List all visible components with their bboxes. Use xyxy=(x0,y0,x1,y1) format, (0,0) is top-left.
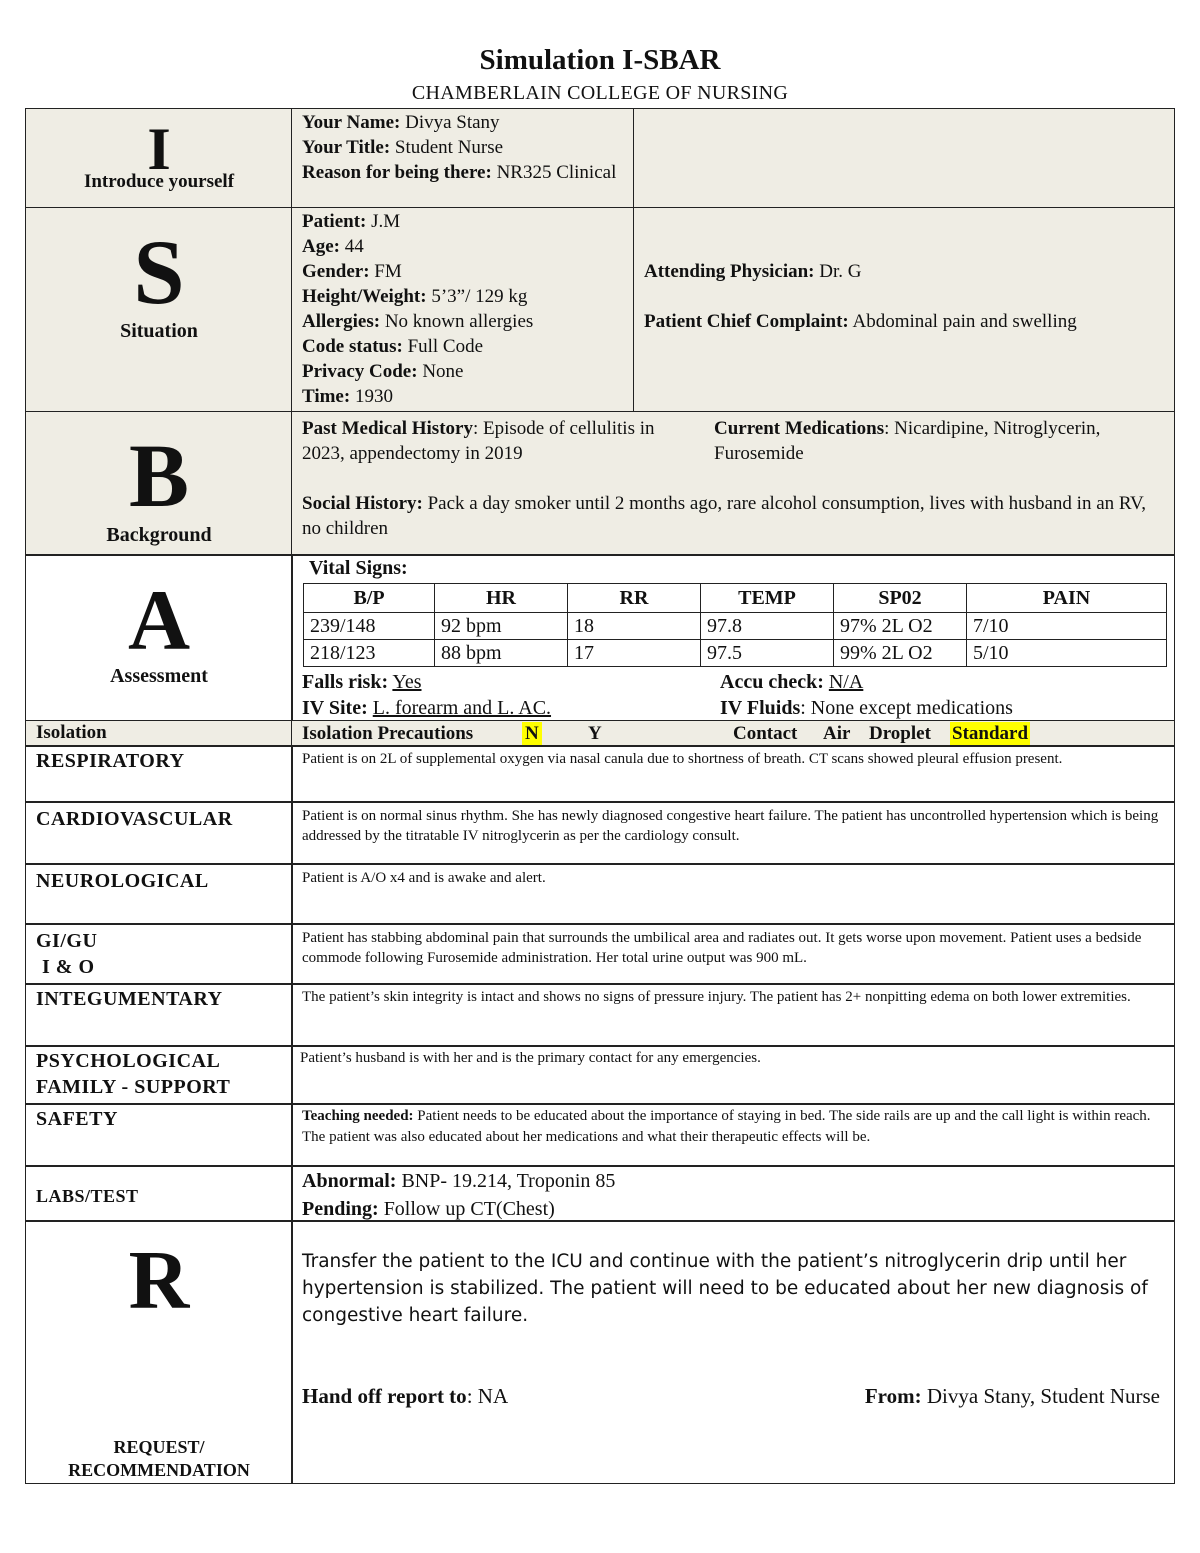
vitals-cell: 218/123 xyxy=(304,640,435,667)
isolation-standard-option: Standard xyxy=(952,723,1029,744)
situation-physician-cell xyxy=(633,207,1175,413)
reason-label: Reason for being there: xyxy=(302,162,492,183)
vitals-cell: 88 bpm xyxy=(435,640,568,667)
pending-label: Pending: xyxy=(302,1198,379,1220)
recommendation-text: Transfer the patient to the ICU and continue with the patient’s nitroglycerin drip until her hypertension is stabilized. The patient will need to be educated about her new diagnosis of congestive heart failure. xyxy=(302,1251,1148,1326)
integumentary-notes: The patient’s skin integrity is intact and shows no signs of pressure injury. The patient has 2+ nonpitting edema on both lower extremities. xyxy=(302,989,1131,1005)
age-label: Age: xyxy=(302,236,340,257)
safety-notes-cell xyxy=(291,1103,1175,1167)
integumentary-label: INTEGUMENTARY xyxy=(36,988,223,1010)
background-letter-cell xyxy=(25,411,293,556)
time-value: 1930 xyxy=(354,386,393,407)
cardiovascular-label: CARDIOVASCULAR xyxy=(36,808,233,830)
assessment-caption: Assessment xyxy=(110,665,208,687)
letter-b: B xyxy=(128,427,190,526)
neurological-notes: Patient is A/O x4 and is awake and alert. xyxy=(302,870,546,886)
background-info-cell xyxy=(291,411,1175,556)
falls-risk-label: Falls risk: xyxy=(302,671,389,693)
college-name: CHAMBERLAIN COLLEGE OF NURSING xyxy=(411,82,789,104)
social-history-label: Social History: xyxy=(302,493,423,514)
neurological-label-cell xyxy=(25,863,293,925)
handoff-label: Hand off report to xyxy=(302,1384,467,1408)
iv-fluids-value: : None except medications xyxy=(800,697,1013,719)
from-label: From: xyxy=(864,1384,922,1408)
recommendation-letter-cell xyxy=(25,1220,293,1484)
isolation-label: Isolation xyxy=(36,722,107,743)
name-value: Divya Stany xyxy=(405,112,500,133)
abnormal-label: Abnormal: xyxy=(302,1170,397,1192)
gigu-notes-cell xyxy=(291,923,1175,985)
integumentary-label-cell xyxy=(25,983,293,1047)
psychological-label: PSYCHOLOGICAL xyxy=(36,1050,221,1072)
isolation-label-cell xyxy=(25,720,293,747)
medications-value: : Nicardipine, Nitroglycerin, Furosemide xyxy=(714,418,1101,464)
intro-empty-cell xyxy=(633,108,1175,209)
pmh-value: : Episode of cellulitis in 2023, appendectomy in 2019 xyxy=(302,418,655,464)
iv-site-label: IV Site: xyxy=(302,697,368,719)
intro-info-cell xyxy=(291,108,635,209)
vitals-cell: 7/10 xyxy=(967,613,1167,640)
from-value: Divya Stany, Student Nurse xyxy=(926,1384,1160,1408)
vitals-cell: 18 xyxy=(568,613,701,640)
recommendation-info-cell xyxy=(291,1220,1175,1484)
handoff-value: : NA xyxy=(466,1384,509,1408)
vitals-cell: 99% 2L O2 xyxy=(834,640,967,667)
situation-letter-cell xyxy=(25,207,293,413)
abnormal-value: BNP- 19.214, Troponin 85 xyxy=(401,1170,616,1192)
vitals-row xyxy=(304,640,1167,667)
isolation-air-option: Air xyxy=(823,723,851,744)
respiratory-notes: Patient is on 2L of supplemental oxygen via nasal canula due to shortness of breath. CT scans showed pleural effusion present. xyxy=(302,751,1063,767)
physician-label: Attending Physician: xyxy=(644,261,815,282)
psychological-label-cell xyxy=(25,1045,293,1105)
intro-letter-cell xyxy=(25,108,293,209)
allergies-value: No known allergies xyxy=(384,311,534,332)
safety-label: SAFETY xyxy=(36,1108,118,1130)
vitals-header-pain: PAIN xyxy=(967,584,1167,613)
recommendation-caption-1: REQUEST/ xyxy=(113,1437,205,1457)
complaint-label: Patient Chief Complaint: xyxy=(644,311,849,332)
family-support-label: FAMILY - SUPPORT xyxy=(36,1076,231,1098)
iv-fluids-label: IV Fluids xyxy=(720,697,801,719)
reason-value: NR325 Clinical xyxy=(496,162,617,183)
isolation-precautions-label: Isolation Precautions xyxy=(302,723,474,744)
recommendation-caption-2: RECOMMENDATION xyxy=(68,1460,250,1480)
pending-value: Follow up CT(Chest) xyxy=(383,1198,555,1220)
accu-check-label: Accu check: xyxy=(720,671,824,693)
safety-notes: Patient needs to be educated about the importance of staying in bed. The side rails are up and the call light is within reach. The patient was also educated about her medications and what their therapeutic effects will be. xyxy=(302,1108,1151,1145)
privacy-code-label: Privacy Code: xyxy=(302,361,418,382)
gigu-label-cell xyxy=(25,923,293,985)
gender-label: Gender: xyxy=(302,261,370,282)
vitals-cell: 5/10 xyxy=(967,640,1167,667)
title-value: Student Nurse xyxy=(394,137,504,158)
height-weight-value: 5’3”/ 129 kg xyxy=(431,286,528,307)
cardiovascular-notes: Patient is on normal sinus rhythm. She has newly diagnosed congestive heart failure. The patient has uncontrolled hypertension which is being addressed by the titratable IV nitroglycerin as per the cardiology consult. xyxy=(302,808,1159,844)
letter-r: R xyxy=(128,1234,190,1327)
cardiovascular-label-cell xyxy=(25,801,293,865)
title-label: Your Title: xyxy=(302,137,391,158)
complaint-value: Abdominal pain and swelling xyxy=(852,311,1077,332)
letter-i: I xyxy=(147,116,171,182)
privacy-code-value: None xyxy=(422,361,464,382)
psychological-notes-cell xyxy=(291,1045,1175,1105)
letter-s: S xyxy=(133,221,185,323)
vitals-cell: 97% 2L O2 xyxy=(834,613,967,640)
medications-label: Current Medications xyxy=(714,418,885,439)
cardiovascular-notes-cell xyxy=(291,801,1175,865)
teaching-needed-label: Teaching needed: xyxy=(302,1108,414,1124)
assessment-info-cell xyxy=(291,554,1175,722)
respiratory-notes-cell xyxy=(291,745,1175,803)
vitals-cell: 239/148 xyxy=(304,613,435,640)
labs-label-cell xyxy=(25,1165,293,1222)
respiratory-label-cell xyxy=(25,745,293,803)
isolation-y-option: Y xyxy=(588,723,602,744)
safety-label-cell xyxy=(25,1103,293,1167)
patient-value: J.M xyxy=(371,211,401,232)
isolation-precautions-cell xyxy=(291,720,1175,747)
vitals-cell: 92 bpm xyxy=(435,613,568,640)
height-weight-label: Height/Weight: xyxy=(302,286,427,307)
integumentary-notes-cell xyxy=(291,983,1175,1047)
time-label: Time: xyxy=(302,386,351,407)
respiratory-label: RESPIRATORY xyxy=(36,750,185,772)
psychological-notes: Patient’s husband is with her and is the primary contact for any emergencies. xyxy=(300,1050,761,1066)
situation-info-cell xyxy=(291,207,635,413)
situation-caption: Situation xyxy=(120,320,198,342)
letter-a: A xyxy=(127,572,191,668)
pmh-label: Past Medical History xyxy=(302,418,473,439)
patient-label: Patient: xyxy=(302,211,367,232)
gender-value: FM xyxy=(374,261,402,282)
age-value: 44 xyxy=(344,236,364,257)
background-caption: Background xyxy=(106,524,212,546)
vitals-header-bp: B/P xyxy=(304,584,435,613)
vitals-header-temp: TEMP xyxy=(701,584,834,613)
code-status-value: Full Code xyxy=(407,336,484,357)
isolation-contact-option: Contact xyxy=(733,723,798,744)
page-title: Simulation I-SBAR xyxy=(479,44,721,76)
vitals-cell: 17 xyxy=(568,640,701,667)
labs-notes-cell xyxy=(291,1165,1175,1222)
vital-signs-table xyxy=(303,583,1167,667)
iv-site-value: L. forearm and L. AC. xyxy=(372,697,552,719)
allergies-label: Allergies: xyxy=(302,311,381,332)
isolation-droplet-option: Droplet xyxy=(869,723,931,744)
isolation-n-option: N xyxy=(522,722,542,745)
neurological-label: NEUROLOGICAL xyxy=(36,870,209,892)
vitals-row xyxy=(304,613,1167,640)
vital-signs-label: Vital Signs: xyxy=(309,557,408,579)
labs-label: LABS/TEST xyxy=(36,1186,139,1206)
accu-check-value: N/A xyxy=(828,671,864,693)
io-label: I & O xyxy=(42,956,95,978)
name-label: Your Name: xyxy=(302,112,401,133)
physician-value: Dr. G xyxy=(819,261,862,282)
neurological-notes-cell xyxy=(291,863,1175,925)
vitals-header-spo2: SP02 xyxy=(834,584,967,613)
vitals-cell: 97.8 xyxy=(701,613,834,640)
gigu-label: GI/GU xyxy=(36,930,98,952)
social-history-value: Pack a day smoker until 2 months ago, rare alcohol consumption, lives with husband in an RV, no children xyxy=(302,493,1147,539)
falls-risk-value: Yes xyxy=(392,671,422,693)
code-status-label: Code status: xyxy=(302,336,403,357)
vitals-cell: 97.5 xyxy=(701,640,834,667)
intro-caption: Introduce yourself xyxy=(83,171,235,192)
vitals-header-rr: RR xyxy=(568,584,701,613)
vitals-header-hr: HR xyxy=(435,584,568,613)
assessment-letter-cell xyxy=(25,554,293,722)
gigu-notes: Patient has stabbing abdominal pain that surrounds the umbilical area and radiates out. It gets worse upon movement. Patient uses a bedside commode following Furosemide administration. Her total urine output was 900 mL. xyxy=(302,930,1142,966)
